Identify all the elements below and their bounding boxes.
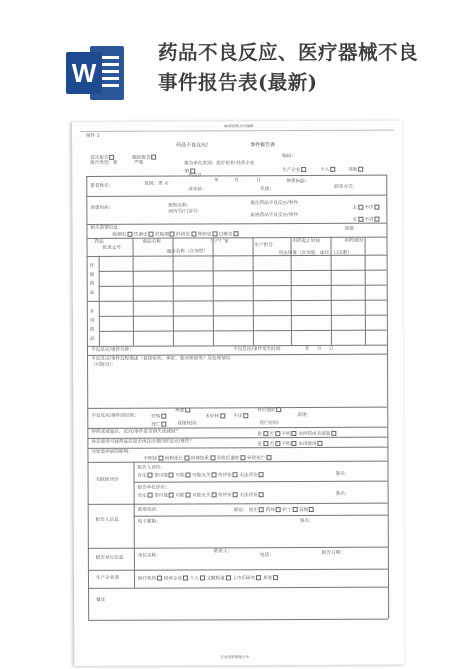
adr-result-label: 不良反应/事件的结果： (91, 413, 139, 419)
direct-cause-label: 直接死因： (177, 421, 201, 427)
form-title-left: 药品不良反应/ (176, 142, 208, 149)
rechallenge-options: 是 否 不明 未再使用 (257, 441, 322, 447)
svg-text:W: W (71, 58, 97, 88)
rechallenge-label: 再次使用可疑药品后是否再次出现同样反应/事件？ (91, 439, 195, 445)
manifestation-label: 表现： (297, 412, 312, 419)
document-page (72, 121, 404, 666)
start-stop-header: 用药起止时间 (292, 238, 321, 245)
reporter-info-label: 报告人信息 (95, 517, 119, 523)
birth-label: 出生日 (188, 173, 203, 179)
improved-label: 好转 (151, 414, 166, 420)
first-report-label: 首次报告 (90, 155, 114, 161)
occupation-label: 职业： 医生 药师 护士 其他 (234, 507, 315, 513)
ethnicity-label: 民族： (260, 187, 275, 193)
remarks-label: 备注 (96, 597, 106, 603)
page-header (0, 0, 474, 118)
related-info-label: 相关重要信息： (90, 225, 123, 231)
hospital-label: 医院名称： (168, 203, 192, 209)
stop-reduce-options: 是 否 不明 未停药或未减量 (257, 431, 336, 437)
reporter-signature-label: 签名： (335, 471, 350, 477)
year-label: 年 (214, 178, 219, 184)
serious-label: 严重 (134, 160, 144, 166)
related-info-options: 吸烟史 饮酒史 妊娠期 肝病史 肾病史 过敏史 (112, 231, 238, 238)
drug-col-label: 药品 (94, 239, 104, 245)
attach-page-label: （可附页）： (91, 362, 117, 368)
stop-reduce-label: 停药或减量后，反应/事件是否消失或减轻？ (91, 429, 181, 435)
relevance-label: 关联性评价 (95, 477, 119, 483)
month-label: 月 (234, 178, 239, 184)
info-source-options: 医疗机构 经营企业 个人 文献报道 上市后研究 其他 (138, 575, 278, 582)
trade-name-header: 商品名称 (142, 239, 161, 245)
family-adr-label: 家族药品不良反应/事件： (250, 212, 303, 219)
generic-name-header: 通用名称（含剂型） (166, 249, 208, 255)
followup-report-label: 跟踪报告 (132, 155, 156, 161)
manufacturer-header: 生产厂家 (210, 239, 229, 245)
contact-label: 联系方式： (334, 184, 358, 190)
code-label: 编码： (282, 154, 296, 160)
usage-header: 用法用量（次剂量、途径、日次数） (278, 250, 353, 257)
related-other-label: 其他 (344, 226, 354, 232)
attachment-label: 附件 1 (86, 133, 100, 139)
general-label: 一般 (180, 168, 195, 174)
top-caption: WORD格式可编辑 (224, 124, 254, 129)
sequelae-label: 有后遗症 (257, 407, 281, 413)
death-time-label: 死亡时间： (259, 421, 283, 427)
email-label: 电子邮箱： (137, 519, 161, 525)
case-no-label: 病历号/门诊号： (168, 209, 203, 215)
contact-person-label: 联系人： (213, 549, 233, 555)
adr-time-date: 年 月 日 (304, 346, 334, 352)
title-line-1: 药品不良反应、医疗器械不良 (158, 41, 419, 64)
weight-label: 体重(kg)： (286, 178, 310, 185)
reporter-eval-label: 报告人评价： (137, 465, 166, 471)
adr-time-label: 不良反应/事件发生时间： (232, 347, 286, 353)
adr-name-label: 不良反应/事件名称： (90, 347, 134, 353)
concomitant-drug-label: 并用药品 (89, 309, 95, 342)
impact-options: 不明显 病程延长 病情加重 导致后遗症 导致死亡 (143, 455, 271, 462)
reporter-sign-label: 签名： (299, 518, 314, 525)
day-label: 日 (256, 178, 261, 184)
form-title-right: 事件报告表 (250, 142, 276, 149)
death-label: 死亡 (151, 422, 166, 428)
suspect-drug-label: 怀疑药品 (89, 263, 95, 296)
reporter-eval-options: 肯定 很可能 可能 可能无关 待评价 无法评价 (138, 472, 264, 479)
unknown-result-label: 不详 (233, 413, 248, 419)
other-label: 其他 (348, 167, 363, 173)
word-document-icon (66, 44, 126, 102)
family-adr-options: 无 不详 (352, 217, 379, 223)
past-adr-options: 无 不详 (352, 205, 379, 211)
reason-header: 用药原因 (344, 238, 363, 244)
unit-name-label: 单位名称： (137, 553, 161, 559)
age-label: 或年龄： (188, 187, 207, 193)
impact-label: 对原患疾病的影响： (91, 449, 133, 455)
reporter-unit-label: 报告单位类别：医疗机构 经营企业 (184, 161, 255, 167)
approval-no-header: 批准文号 (102, 245, 121, 251)
adr-process-label: 不良反应/事件过程描述（包括症状、体征、临床检验等）及处理情况 (91, 356, 231, 362)
cured-label: 痊愈 (175, 407, 190, 413)
page-title (158, 38, 418, 98)
footer-caption: 专业资料整理分享 (220, 655, 250, 660)
contact-phone-label: 联系电话： (137, 507, 161, 513)
report-date-label: 报告日期： (321, 550, 345, 556)
original-disease-label: 原患疾病： (90, 205, 114, 211)
phone-label: 电话： (259, 553, 274, 559)
gender-label: 性别：男 女 (144, 181, 169, 187)
individual-label: 个人 (320, 167, 335, 173)
patient-name-label: 患者姓名： (90, 183, 114, 189)
unit-signature-label: 签名： (335, 491, 350, 497)
batch-no-header: 生产批号 (254, 243, 273, 249)
unit-info-label: 报告单位信息 (95, 555, 124, 561)
unit-eval-options: 肯定 很可能 可能 可能无关 待评价 无法评价 (138, 492, 264, 499)
title-line-2: 事件报告表(最新) (158, 71, 318, 94)
not-improved-label: 未好转 (205, 413, 225, 419)
unit-eval-label: 报告单位评价： (137, 485, 170, 491)
past-adr-label: 既往药品不良反应/事件： (250, 200, 303, 207)
report-type-label: 报告类型：新 (90, 160, 118, 166)
producer-label: 生产企业 (282, 167, 306, 173)
producer-info-label: 生产企业请 (95, 575, 119, 581)
